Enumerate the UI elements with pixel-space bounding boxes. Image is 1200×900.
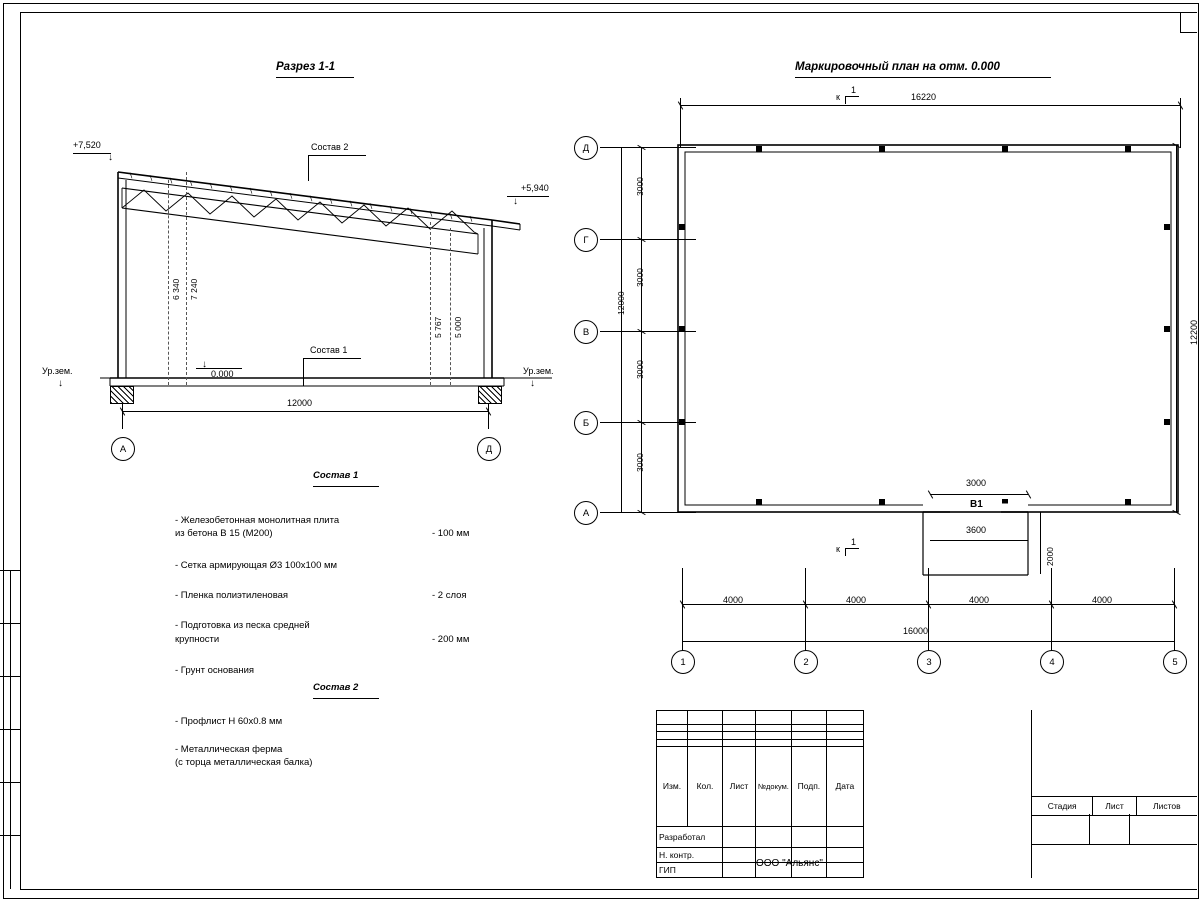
section-axis-d-label: Д	[485, 443, 493, 455]
dim-6340: 6 340	[171, 278, 181, 300]
legend-item-4-text2: крупности	[175, 634, 220, 645]
plan-top-ext-r	[1180, 98, 1181, 148]
stamp-cell	[723, 863, 756, 878]
section-mark-top-tick	[845, 96, 846, 104]
span-ext-right	[488, 403, 489, 429]
stamp-cell	[723, 739, 756, 746]
plan-left-total-line	[621, 147, 622, 512]
plan-title: Маркировочный план на отм. 0.000	[795, 61, 1000, 73]
level-mark-zero: 0.000	[211, 369, 234, 379]
stamp-cell	[826, 739, 863, 746]
ground-level-right: Ур.зем.	[523, 366, 554, 376]
stamp-role-controller: Н. контр.	[657, 848, 723, 863]
stamp-cell	[791, 725, 826, 732]
stamp-cell	[723, 711, 756, 725]
span-dim-line	[122, 411, 488, 412]
dim-7240: 7 240	[189, 278, 199, 300]
plan-axis-2	[794, 650, 818, 674]
stamp-stage-row	[1031, 796, 1197, 816]
stamp-hdr-podp: Подп.	[791, 746, 826, 826]
plan-geometry	[660, 130, 1180, 600]
plan-axis-4	[1040, 650, 1064, 674]
section-axis-a-label: А	[119, 443, 127, 455]
legend-item-4-value: - 200 мм	[432, 634, 470, 645]
dim-5000: 5 000	[453, 316, 463, 338]
level-arrow-top: ↓	[108, 152, 113, 163]
stamp-cell	[688, 711, 723, 725]
plan-axis-d	[574, 136, 598, 160]
stamp-values-row	[1031, 814, 1197, 845]
plan-axis-3	[917, 650, 941, 674]
plan-axis-a	[574, 501, 598, 525]
legend-item-6-text: - Профлист Н 60х0.8 мм	[175, 716, 283, 727]
stamp-hdr-izm: Изм.	[657, 746, 688, 826]
dim-line-5000	[450, 228, 451, 385]
section-mark-top-letter: к	[836, 92, 840, 102]
plan-bottom-dim-4: 4000	[1092, 595, 1113, 605]
plan-axis-v-label: В	[582, 326, 590, 338]
plan-axis-1	[671, 650, 695, 674]
ground-arrow-right: ↓	[530, 378, 535, 389]
plan-axis-lead-b	[600, 422, 696, 423]
stamp-cell	[657, 725, 688, 732]
stamp-hdr-ndok: №докум.	[756, 746, 792, 826]
plan-axis-lead-3	[928, 568, 929, 658]
callout-sostav2: Состав 2	[311, 142, 349, 152]
plan-axis-lead-a	[600, 512, 696, 513]
plan-bottom-dim-3: 4000	[969, 595, 990, 605]
legend-item-7-text2: (с торца металлическая балка)	[175, 757, 313, 768]
section-title-underline	[276, 77, 354, 78]
stamp-cell	[723, 725, 756, 732]
company-name: ООО "Альянс"	[756, 858, 823, 869]
stamp-cell	[791, 827, 826, 848]
plan-axis-v	[574, 320, 598, 344]
ground-arrow-left: ↓	[58, 378, 63, 389]
section-axis-a	[111, 437, 135, 461]
foundation-left	[110, 386, 134, 404]
legend-title-1-underline	[313, 486, 379, 487]
legend-item-1-text: - Железобетонная монолитная плита	[175, 515, 340, 526]
stamp-cell	[826, 863, 863, 878]
stamp-role-gip: ГИП	[657, 863, 723, 878]
stamp-cell	[791, 739, 826, 746]
plan-axis-b-label: Б	[582, 417, 590, 429]
dim-line-7240	[186, 172, 187, 385]
plan-left-dim-total: 12000	[616, 291, 626, 315]
stamp-cell	[756, 725, 792, 732]
callout-sostav1-line	[303, 358, 361, 359]
plan-left-dim-4: 3000	[635, 453, 645, 472]
dim-line-6340	[168, 180, 169, 385]
section-mark-bottom-num: 1	[851, 537, 857, 547]
plan-bottom-dim-2: 4000	[846, 595, 867, 605]
legend-item-3-text: - Пленка полиэтиленовая	[175, 590, 289, 601]
plan-axis-lead-g	[600, 239, 696, 240]
legend-item-1-value: - 100 мм	[432, 528, 470, 539]
plan-axis-3-label: 3	[926, 656, 932, 668]
legend-item-7-text: - Металлическая ферма	[175, 744, 283, 755]
section-mark-top-num: 1	[851, 85, 857, 95]
legend-item-4-text: - Подготовка из песка средней	[175, 620, 310, 631]
title-block	[656, 710, 1196, 878]
stamp-name-area	[1031, 710, 1197, 796]
section-geometry	[100, 150, 570, 450]
stamp-cell	[657, 739, 688, 746]
stamp-cell	[688, 725, 723, 732]
callout-sostav2-leader	[308, 155, 309, 181]
stamp-hdr-kol: Кол.	[688, 746, 723, 826]
stamp-cell	[723, 732, 756, 739]
legend-title-2: Состав 2	[313, 682, 359, 693]
plan-bottom-total: 16000	[903, 626, 929, 636]
plan-axis-lead-2	[805, 568, 806, 658]
section-title: Разрез 1-1	[276, 61, 336, 73]
left-margin-stamp	[0, 570, 21, 889]
stamp-hdr-list: Лист	[723, 746, 756, 826]
plan-axis-lead-d	[600, 147, 696, 148]
section-mark-top-line	[845, 96, 859, 97]
porch-width-dim: 3000	[966, 478, 987, 488]
stamp-cell	[688, 732, 723, 739]
stamp-company-area	[1031, 844, 1197, 878]
stamp-sheet-hdr: Лист	[1093, 797, 1136, 815]
foundation-right	[478, 386, 502, 404]
plan-axis-b	[574, 411, 598, 435]
stamp-cell	[826, 848, 863, 863]
section-mark-bottom-tick	[845, 548, 846, 556]
level-arrow-eave: ↓	[513, 196, 518, 207]
plan-axis-a-label: А	[582, 507, 590, 519]
plan-top-ext-l	[680, 98, 681, 148]
callout-sostav2-line	[308, 155, 366, 156]
plan-axis-lead-1	[682, 568, 683, 658]
porch-width-dim-line	[930, 494, 1028, 495]
porch-depth-dim-line	[1040, 512, 1041, 574]
stamp-sheets-hdr: Листов	[1153, 801, 1181, 811]
stamp-cell	[826, 732, 863, 739]
plan-bottom-total-line	[682, 641, 1174, 642]
legend-item-5-text: - Грунт основания	[175, 665, 255, 676]
stamp-stage-hdr: Стадия	[1032, 797, 1093, 815]
stamp-cell	[657, 711, 688, 725]
plan-axis-lead-5	[1174, 568, 1175, 658]
stamp-cell	[723, 827, 756, 848]
porch-inner-dim: 3600	[966, 525, 987, 535]
legend-item-2-text: - Сетка армирующая Ø3 100х100 мм	[175, 560, 338, 571]
callout-sostav1: Состав 1	[310, 345, 348, 355]
plan-axis-5	[1163, 650, 1187, 674]
legend-title-1: Состав 1	[313, 470, 359, 481]
ground-level-left: Ур.зем.	[42, 366, 73, 376]
plan-axis-5-label: 5	[1172, 656, 1178, 668]
plan-axis-lead-v	[600, 331, 696, 332]
plan-title-underline	[795, 77, 1051, 78]
dim-5767: 5 767	[433, 316, 443, 338]
section-mark-bottom-letter: к	[836, 544, 840, 554]
stamp-cell	[826, 711, 863, 725]
callout-sostav1-leader	[303, 358, 304, 386]
stamp-cell	[723, 848, 756, 863]
stamp-role-developer: Разработал	[657, 827, 723, 848]
plan-axis-1-label: 1	[680, 656, 686, 668]
plan-axis-2-label: 2	[803, 656, 809, 668]
span-ext-left	[122, 403, 123, 429]
plan-bottom-dim-1: 4000	[723, 595, 744, 605]
plan-right-dim-value: 12200	[1189, 319, 1199, 345]
level-mark-top: +7,520	[73, 140, 101, 150]
dim-line-5767	[430, 222, 431, 385]
porch-inner-dim-line	[930, 540, 1028, 541]
plan-left-dim-1: 3000	[635, 177, 645, 196]
plan-top-dim-value: 16220	[911, 92, 937, 102]
sheet-border-corner	[1180, 12, 1197, 33]
level-arrow-zero: ↓	[202, 359, 207, 370]
span-dim-value: 12000	[287, 398, 313, 408]
stamp-cell	[657, 732, 688, 739]
plan-right-dim-line	[1176, 145, 1177, 512]
stamp-cell	[791, 711, 826, 725]
porch-depth-dim: 2000	[1045, 547, 1055, 566]
stamp-cell	[791, 732, 826, 739]
stamp-cell	[756, 732, 792, 739]
plan-left-dim-2: 3000	[635, 268, 645, 287]
stamp-cell	[826, 827, 863, 848]
plan-top-dim-line	[680, 105, 1180, 106]
legend-item-1-text2: из бетона В 15 (М200)	[175, 528, 273, 539]
legend-item-3-value: - 2 слоя	[432, 590, 467, 601]
porch-label: В1	[970, 499, 983, 510]
plan-axis-d-label: Д	[582, 142, 590, 154]
section-mark-bottom-line	[845, 548, 859, 549]
level-mark-eave: +5,940	[521, 183, 549, 193]
stamp-cell	[756, 827, 792, 848]
plan-axis-g-label: Г	[583, 234, 589, 246]
stamp-hdr-data: Дата	[826, 746, 863, 826]
plan-left-dim-3: 3000	[635, 360, 645, 379]
stamp-cell	[826, 725, 863, 732]
stamp-cell	[756, 711, 792, 725]
section-axis-d	[477, 437, 501, 461]
plan-axis-g	[574, 228, 598, 252]
stamp-cell	[756, 739, 792, 746]
plan-axis-4-label: 4	[1049, 656, 1055, 668]
legend-title-2-underline	[313, 698, 379, 699]
stamp-cell	[688, 739, 723, 746]
plan-axis-lead-4	[1051, 568, 1052, 658]
